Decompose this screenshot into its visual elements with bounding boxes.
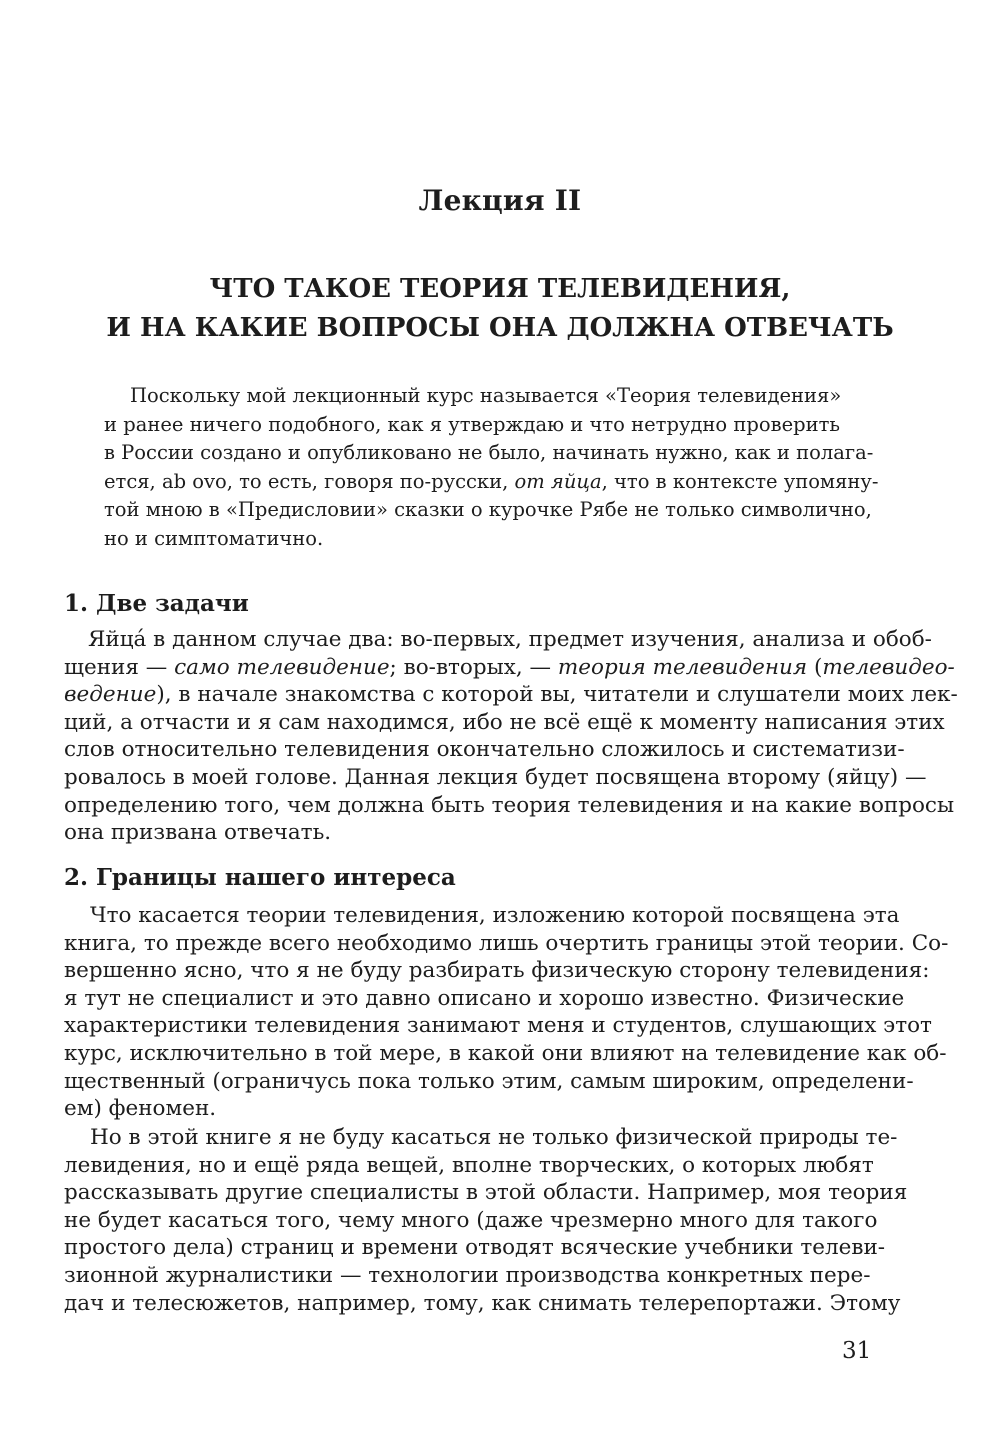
italic-span: от яйца: [514, 469, 602, 493]
chapter-title: [0, 270, 1000, 348]
section-heading-1: 1. Две задачи: [64, 590, 249, 617]
text-line: Поскольку мой лекционный курс называется «Теория телевидения»: [130, 384, 842, 407]
text-line: Яйца́ в данном случае два: во-первых, предмет изучения, анализа и обоб-: [88, 627, 932, 652]
text-line: ций, а отчасти и я сам находимся, ибо не всё ещё к моменту написания этих: [64, 709, 945, 735]
text-line: и ранее ничего подобного, как я утверждаю и что нетрудно проверить: [104, 412, 840, 436]
text-line: курс, исключительно в той мере, в какой они влияют на телевидение как об-: [64, 1040, 947, 1066]
text-span: щения —: [64, 654, 175, 680]
text-line: той мною в «Предисловии» сказки о курочке Рябе не только символично,: [104, 498, 872, 522]
text-line: но и симптоматично.: [104, 526, 324, 550]
italic-span: само телевидение: [174, 654, 390, 680]
text-line: характеристики телевидения занимают меня и студентов, слушающих этот: [64, 1013, 932, 1039]
text-line: вершенно ясно, что я не буду разбирать физическую сторону телевидения:: [64, 958, 930, 984]
italic-span: телевидео-: [822, 654, 955, 680]
text-line: книга, то прежде всего необходимо лишь очертить границы этой теории. Со-: [64, 930, 949, 956]
section-2-paragraph-2: [64, 1124, 908, 1317]
text-span: , что в контексте упомяну-: [601, 469, 879, 493]
section-heading-2: 2. Границы нашего интереса: [64, 864, 456, 891]
text-line: левидения, но и ещё ряда вещей, вполне творческих, о которых любят: [64, 1152, 874, 1178]
text-line: Что касается теории телевидения, изложению которой посвящена эта: [90, 903, 900, 928]
italic-span: теория телевидения: [557, 654, 808, 680]
text-line: зионной журналистики — технологии производства конкретных пере-: [64, 1262, 871, 1288]
text-line: Но в этой книге я не буду касаться не только физической природы те-: [90, 1125, 898, 1150]
chapter-title-line: ЧТО ТАКОЕ ТЕОРИЯ ТЕЛЕВИДЕНИЯ,: [209, 274, 791, 304]
intro-paragraph: [104, 382, 879, 554]
italic-span: ведение: [64, 682, 157, 708]
text-line: ровалось в моей голове. Данная лекция будет посвящена второму (яйцу) —: [64, 764, 927, 790]
lecture-label: Лекция II: [418, 184, 582, 217]
text-line: не будет касаться того, чему много (даже чрезмерно много для такого: [64, 1207, 878, 1233]
text-line: щественный (ограничусь пока только этим, самым широким, определени-: [64, 1068, 914, 1094]
text-span: (: [807, 654, 823, 680]
section-2-paragraph-1: [64, 902, 949, 1123]
text-line: простого дела) страниц и времени отводят всяческие учебники телеви-: [64, 1235, 886, 1261]
text-line: определению того, чем должна быть теория телевидения и на какие вопросы: [64, 792, 955, 818]
text-line: рассказывать другие специалисты в этой области. Например, моя теория: [64, 1180, 908, 1206]
text-span: ется, ab ovo, то есть, говоря по-русски,: [104, 469, 515, 493]
text-line: я тут не специалист и это давно описано и хорошо известно. Физические: [64, 985, 905, 1011]
text-span: ; во-вторых, —: [389, 654, 558, 680]
chapter-title-line: И НА КАКИЕ ВОПРОСЫ ОНА ДОЛЖНА ОТВЕЧАТЬ: [106, 313, 894, 343]
page-number: 31: [842, 1338, 872, 1364]
text-line: дач и телесюжетов, например, тому, как снимать телерепортажи. Этому: [64, 1290, 901, 1316]
text-line: ем) феномен.: [64, 1096, 217, 1122]
text-line: слов относительно телевидения окончательно сложилось и систематизи-: [64, 737, 905, 763]
section-1-paragraph: [64, 626, 958, 847]
text-line: [64, 681, 958, 709]
text-line: [64, 654, 955, 682]
text-line: в России создано и опубликовано не было, начинать нужно, как и полага-: [104, 441, 874, 465]
text-line: [104, 468, 879, 497]
text-span: ), в начале знакомства с которой вы, читатели и слушатели моих лек-: [156, 682, 958, 708]
text-line: она призвана отвечать.: [64, 820, 332, 846]
